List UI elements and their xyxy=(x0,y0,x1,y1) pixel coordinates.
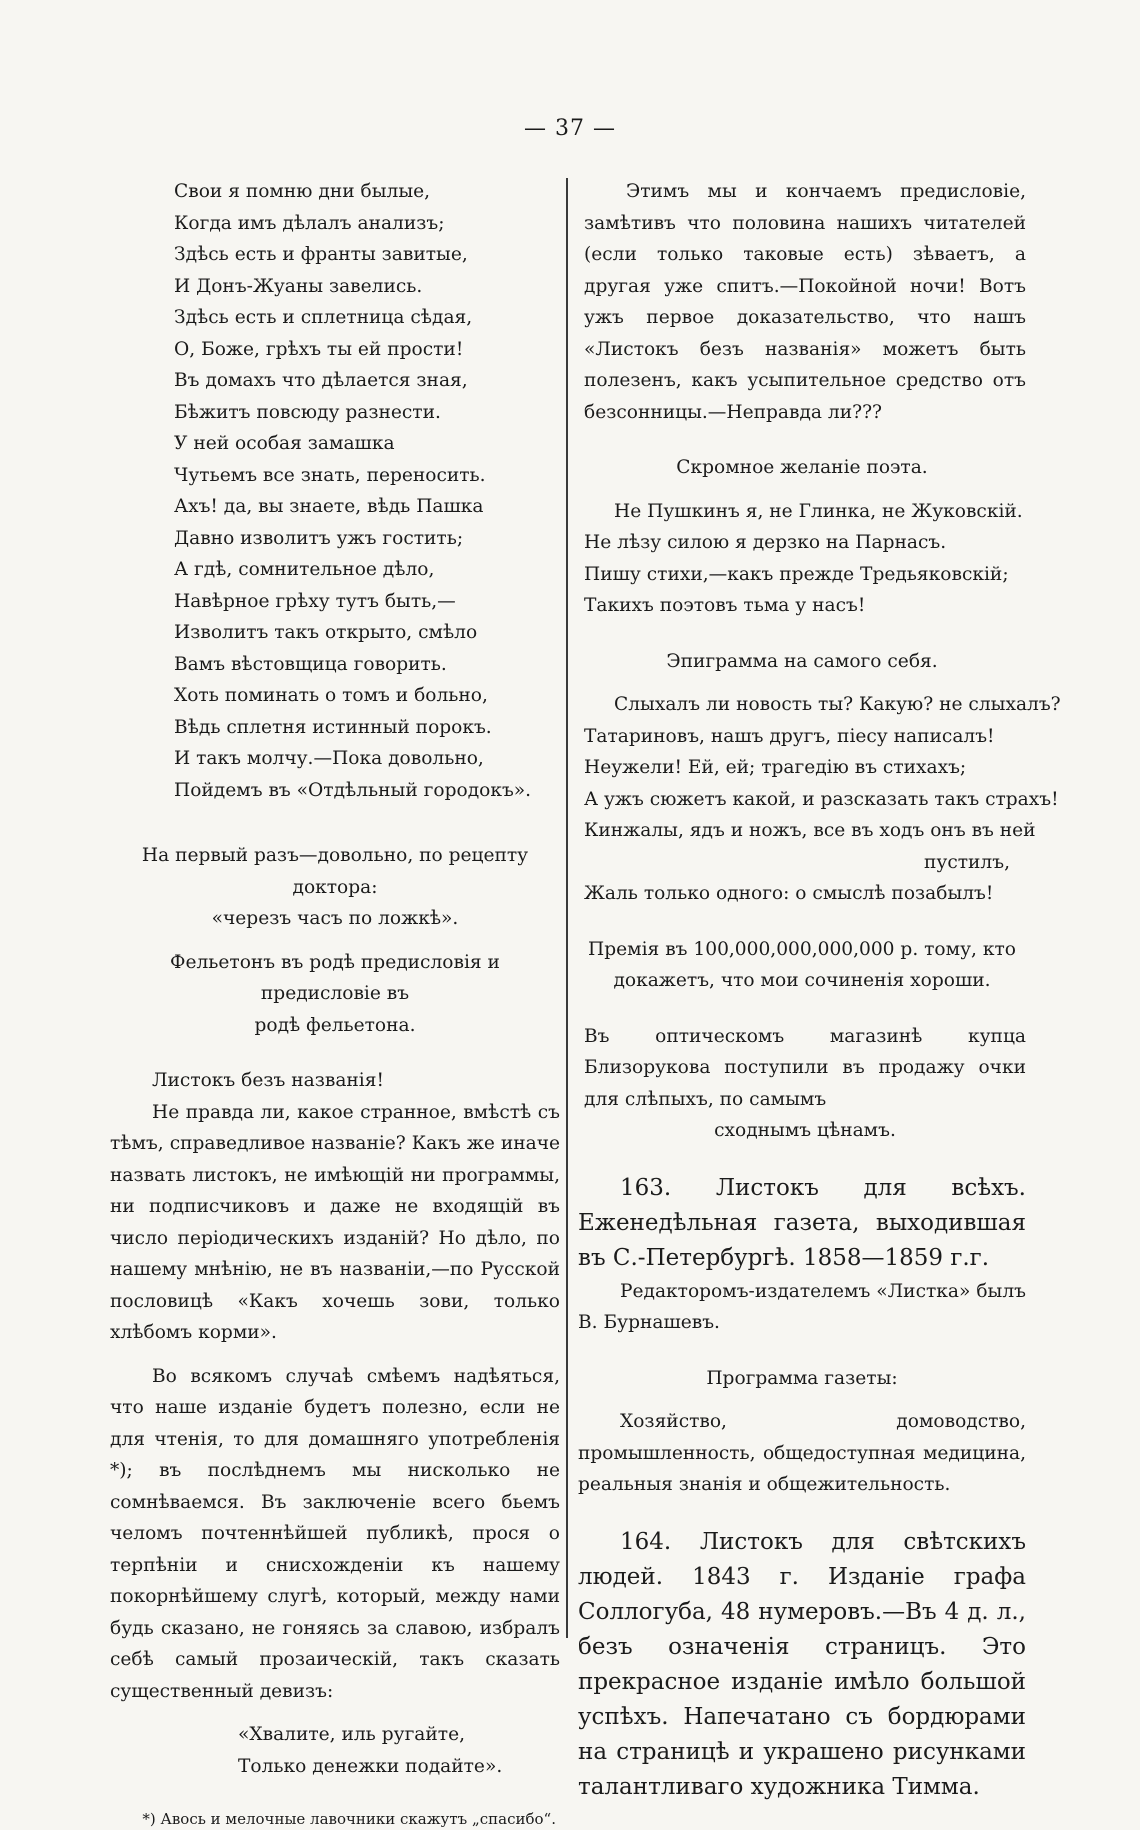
poem-line: Давно изволитъ ужъ гостить; xyxy=(174,527,464,549)
poem-line: Въ домахъ что дѣлается зная, xyxy=(174,370,468,391)
poem-line: У ней особая замашка xyxy=(174,433,395,454)
verse-line: Татариновъ, нашъ другъ, піесу написалъ! xyxy=(584,725,995,747)
verse-line: Жаль только одного: о смыслѣ позабылъ! xyxy=(584,883,994,904)
poem-line: Бѣжитъ повсюду разнести. xyxy=(174,401,441,423)
poem-line: Чутьемъ все знать, переносить. xyxy=(174,464,486,486)
page-number: — 37 — xyxy=(524,116,616,141)
verse-line: Пишу стихи,—какъ прежде Тредьяковскій; xyxy=(584,563,1009,585)
feuilleton-line: Фельетонъ въ родѣ предисловія и предисловіе въ xyxy=(170,951,500,1004)
poem-line: А гдѣ, сомнительное дѣло, xyxy=(174,559,435,580)
premium-line: Премія въ 100,000,000,000,000 р. тому, кто xyxy=(588,938,1016,960)
poem-line: Когда имъ дѣлалъ анализъ; xyxy=(174,212,445,234)
footnote: *) Авось и мелочные лавочники скажутъ „спасибо“. xyxy=(142,1810,556,1828)
recipe-note xyxy=(110,840,560,935)
verse-line: Слыхалъ ли новость ты? Какую? не слыхалъ? xyxy=(614,694,1061,715)
poem-line: Хоть поминать о томъ и больно, xyxy=(174,685,488,706)
verse-line: Такихъ поэтовъ тьма у насъ! xyxy=(584,595,866,616)
poem-line: Ахъ! да, вы знаете, вѣдь Пашка xyxy=(174,496,484,517)
program-title: Программа газеты: xyxy=(706,1367,898,1389)
wish-title: Скромное желаніе поэта. xyxy=(676,457,928,478)
optics-note xyxy=(578,1021,1026,1147)
column-divider xyxy=(566,178,568,1638)
poem-line: Здѣсь есть и франты завитые, xyxy=(174,244,468,265)
poem-line: Свои я помню дни былые, xyxy=(174,181,431,202)
recipe-line: На первый разъ—довольно, по рецепту доктора: xyxy=(141,845,529,898)
poem-line: Навѣрное грѣху тутъ быть,— xyxy=(174,590,456,612)
poem xyxy=(174,176,560,806)
poem-line: Пойдемъ въ «Отдѣльный городокъ». xyxy=(174,779,532,801)
feuilleton-line: родѣ фельетона. xyxy=(254,1014,416,1036)
verse-line: Кинжалы, ядъ и ножъ, все въ ходъ онъ въ ней xyxy=(584,820,1036,841)
poem-line: Изволитъ такъ открыто, смѣло xyxy=(174,622,478,643)
verse-line: А ужъ сюжетъ какой, и разсказать такъ страхъ! xyxy=(584,788,1059,810)
program-text: Хозяйство, домоводство, промышленность, общедоступная медицина, реальныя знанія и общежительность. xyxy=(578,1411,1026,1495)
motto xyxy=(238,1719,560,1782)
optics-text: Въ оптическомъ магазинѣ купца Близорукова поступили въ продажу очки для слѣпыхъ, по самымъ xyxy=(584,1025,1026,1110)
recipe-line: «черезъ часъ по ложкѣ». xyxy=(211,908,459,929)
listok-title: Листокъ безъ названія! xyxy=(152,1070,384,1091)
right-column xyxy=(578,176,1061,1805)
verse-line: Неужели! Ей, ей; трагедію въ стихахъ; xyxy=(584,757,967,778)
poem-line: Вѣдь сплетня истинный порокъ. xyxy=(174,716,492,738)
poem-line: О, Боже, грѣхъ ты ей прости! xyxy=(174,338,464,360)
motto-line: Только денежки подайте». xyxy=(238,1755,503,1777)
left-column xyxy=(110,176,560,1830)
epigram-verse xyxy=(578,689,1061,910)
paragraph: Во всякомъ случаѣ смѣемъ надѣяться, что наше изданіе будетъ полезно, если не для чтенія, то для домашняго употребленія *); въ послѣднемъ мы нисколько не сомнѣваемся. Въ заключеніе всего бьемъ челомъ почтеннѣйшей публикѣ, прося о терпѣніи и снисхожденіи къ нашему покорнѣйшему слугѣ, который, между нами будь сказано, не гоняясь за славою, избралъ себѣ самый прозаическій, такъ сказать существенный девизъ: xyxy=(110,1365,560,1702)
feuilleton-heading xyxy=(110,947,560,1042)
premium-note xyxy=(578,934,1026,997)
poem-line: Здѣсь есть и сплетница сѣдая, xyxy=(174,307,473,328)
editor-note: Редакторомъ-издателемъ «Листка» былъ В. Бурнашевъ. xyxy=(578,1280,1026,1333)
optics-tail: сходнымъ цѣнамъ. xyxy=(714,1120,896,1141)
verse-line: Не лѣзу силою я дерзко на Парнасъ. xyxy=(584,532,947,553)
paragraph: Не правда ли, какое странное, вмѣстѣ съ тѣмъ, справедливое названіе? Какъ же иначе назвать листокъ, не имѣющій ни программы, ни подписчиковъ и даже не входящій въ число періодическихъ изданій? Но дѣло, по нашему мнѣнію, не въ названіи,—по Русской пословицѣ «Какъ хочешь зови, только хлѣбомъ корми». xyxy=(110,1101,560,1343)
verse-line: Не Пушкинъ я, не Глинка, не Жуковскій. xyxy=(614,500,1023,522)
wish-verse xyxy=(578,496,1026,622)
catalog-entry-164: 164. Листокъ для свѣтскихъ людей. 1843 г. Изданіе графа Соллогуба, 48 нумеровъ.—Въ 4 д. л., безъ означенія страницъ. Это прекрасное изданіе имѣло большой успѣхъ. Напечатано съ бордюрами на страницѣ и украшено рисунками талантливаго художника Тимма. xyxy=(578,1528,1026,1800)
motto-line: «Хвалите, иль ругайте, xyxy=(238,1724,465,1745)
paragraph: Этимъ мы и кончаемъ предисловіе, замѣтивъ что половина нашихъ читателей (если только таковые есть) зѣваетъ, а другая уже спитъ.—Покойной ночи! Вотъ ужъ первое доказательство, что нашъ «Листокъ безъ названія» можетъ быть полезенъ, какъ усыпительное средство отъ безсонницы.—Неправда ли??? xyxy=(584,181,1026,423)
premium-line: докажетъ, что мои сочиненія хороши. xyxy=(613,970,991,991)
poem-line: И такъ молчу.—Пока довольно, xyxy=(174,748,484,769)
poem-line: И Донъ-Жуаны завелись. xyxy=(174,275,423,297)
poem-line: Вамъ вѣстовщица говорить. xyxy=(174,653,447,675)
catalog-entry-163: 163. Листокъ для всѣхъ. Еженедѣльная газета, выходившая въ С.-Петербургѣ. 1858—1859 г.г. xyxy=(578,1174,1026,1271)
epigram-title: Эпиграмма на самого себя. xyxy=(666,650,938,672)
verse-line: пустилъ, xyxy=(924,851,1010,873)
